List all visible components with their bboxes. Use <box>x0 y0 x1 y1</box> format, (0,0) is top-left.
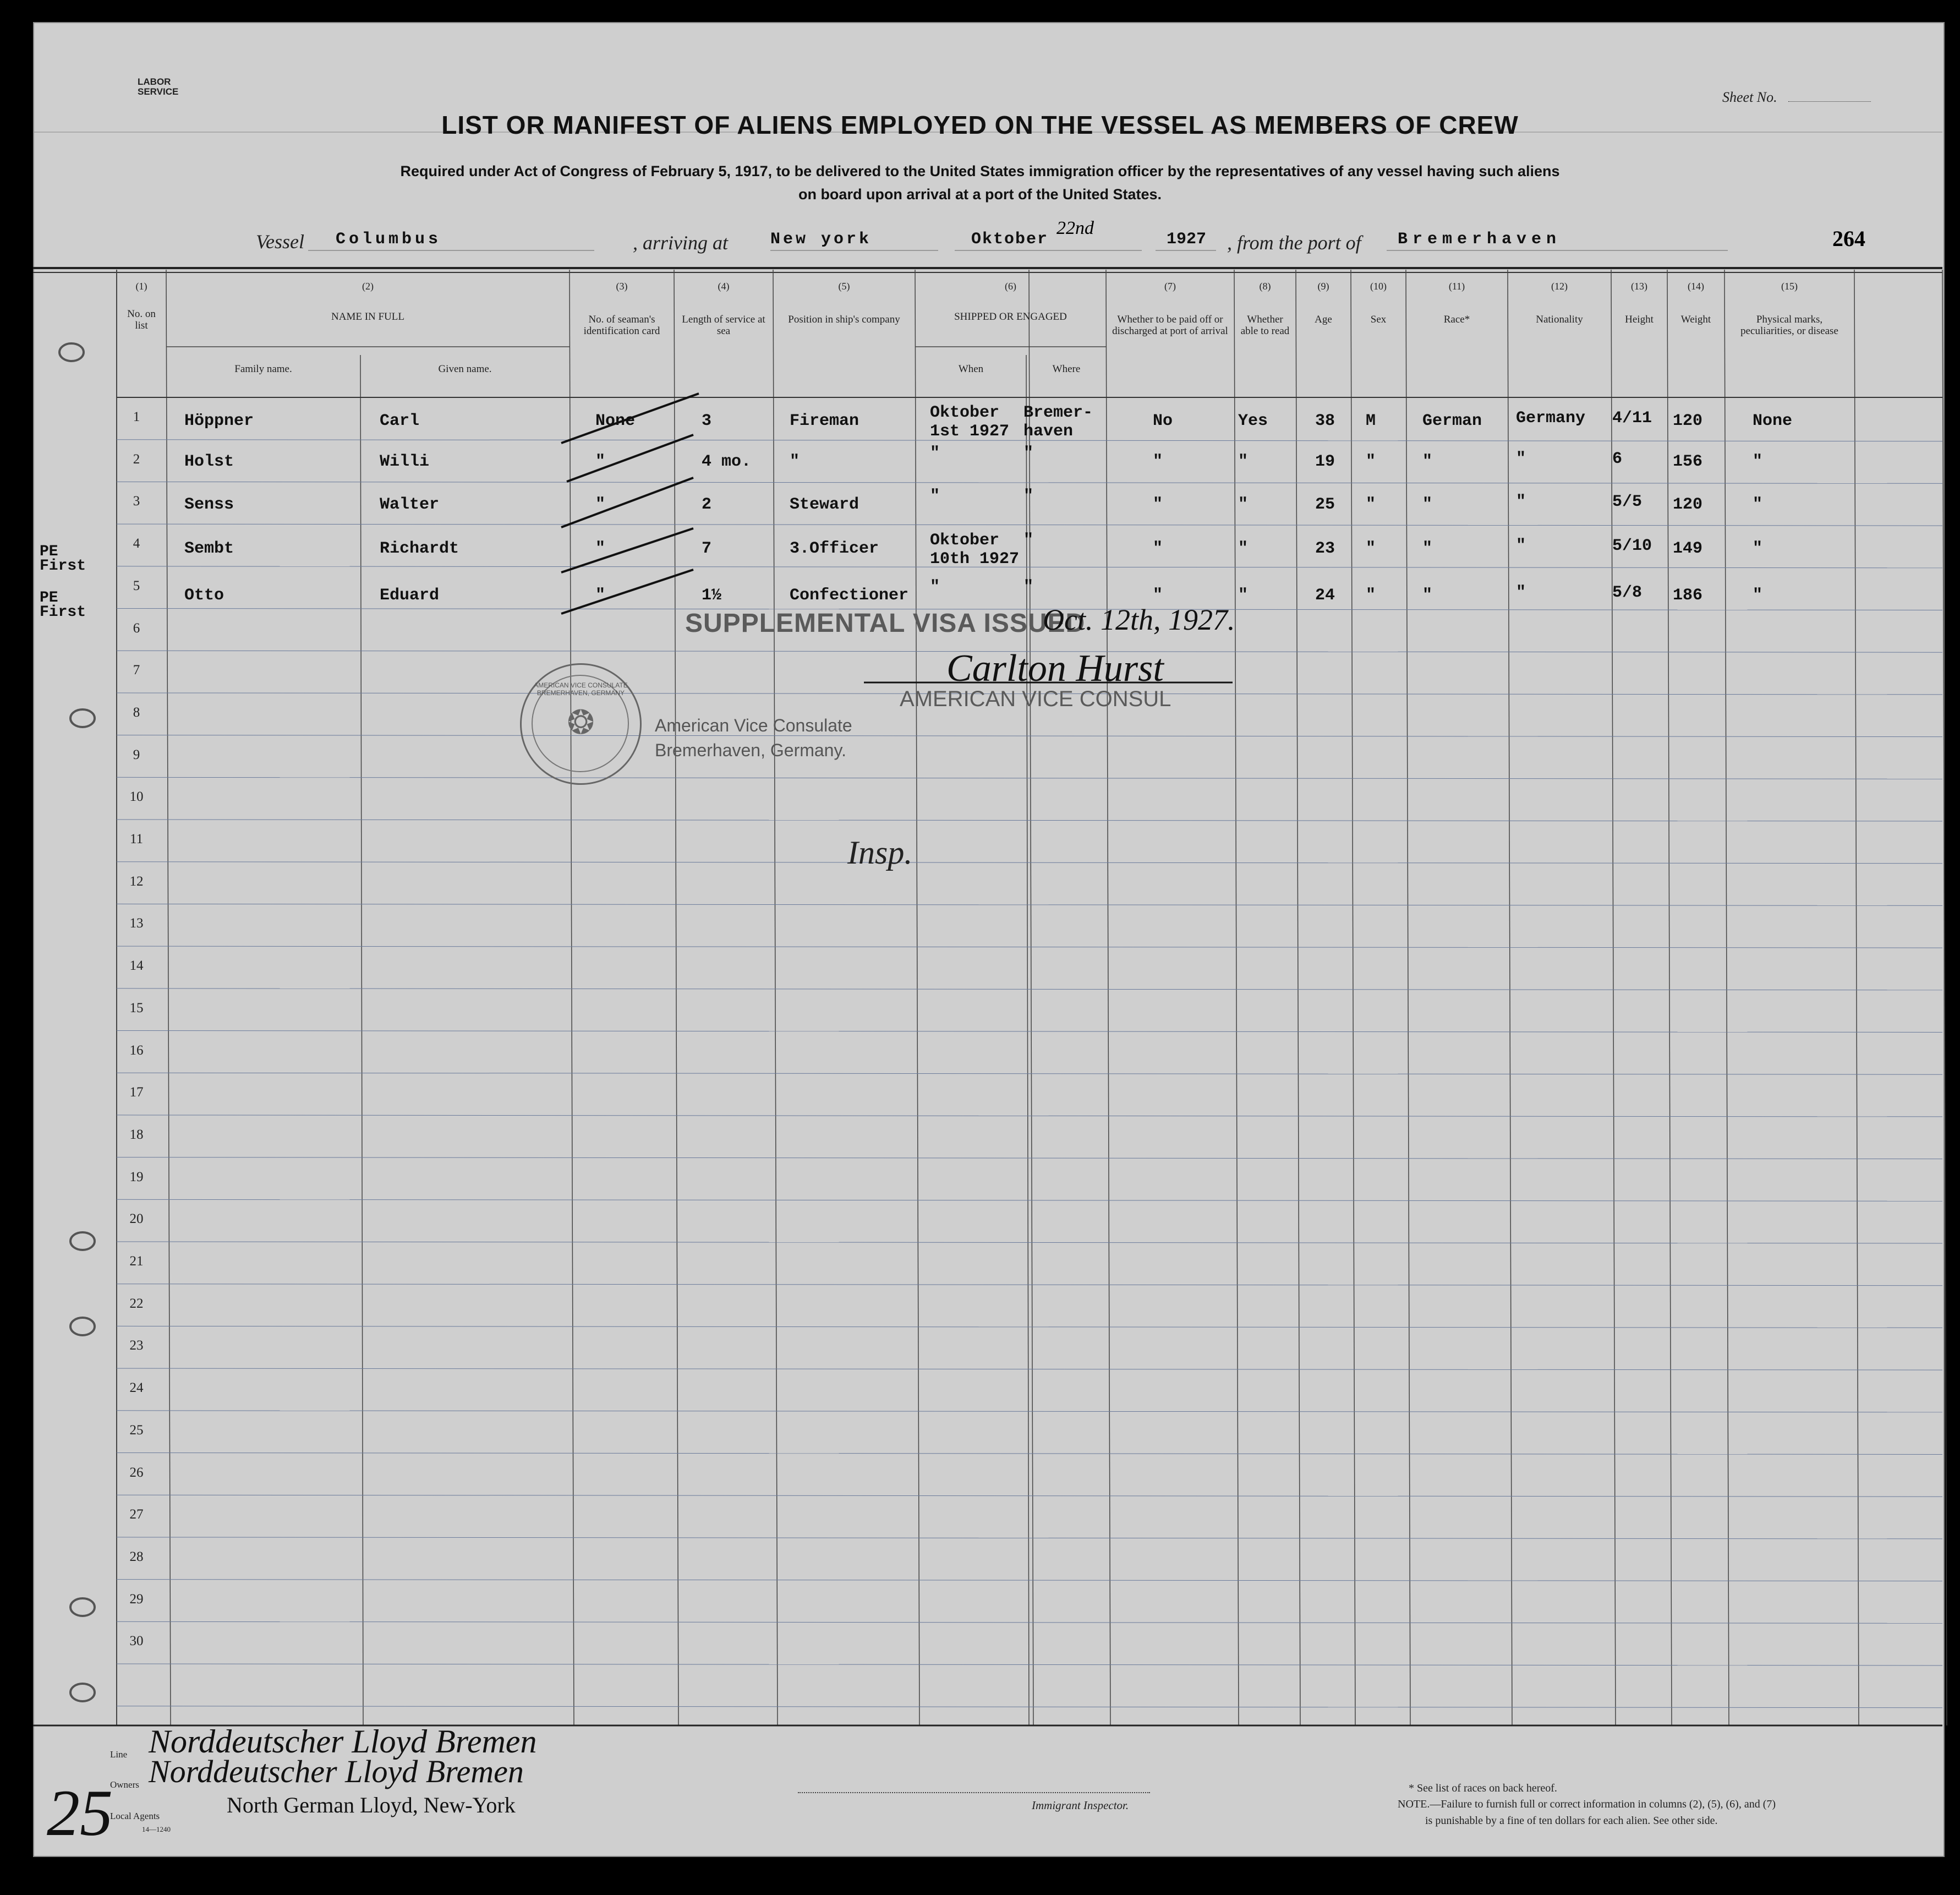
cell-sex: " <box>1366 539 1376 558</box>
column-header-7: Whether to be paid off or discharged at port of arrival <box>1112 314 1228 337</box>
supplemental-visa-stamp: SUPPLEMENTAL VISA ISSUED <box>685 609 1086 638</box>
column-header-3: No. of seaman's identification card <box>583 314 660 337</box>
column-header-5: Position in ship's company <box>788 314 900 325</box>
cell-physical-marks: " <box>1753 539 1763 558</box>
cell-age: 19 <box>1315 452 1335 471</box>
row-number: 27 <box>129 1507 144 1522</box>
row-number: 3 <box>133 494 140 509</box>
consul-title-stamp: AMERICAN VICE CONSUL <box>900 687 1171 711</box>
cell-nationality: " <box>1516 450 1526 468</box>
row-number: 13 <box>129 916 144 931</box>
row-number: 23 <box>129 1338 144 1353</box>
margin-note-row-5: PE First <box>40 589 86 621</box>
cell-physical-marks: " <box>1753 495 1763 514</box>
cell-physical-marks: None <box>1753 412 1793 430</box>
inspector-signature: Insp. <box>847 834 913 871</box>
row-number: 14 <box>129 958 144 974</box>
column-number-7: (7) <box>1164 281 1176 292</box>
cell-id-card: " <box>595 586 606 605</box>
margin-note-row-4: PE First <box>40 543 86 575</box>
cell-sex: M <box>1366 412 1376 430</box>
cell-physical-marks: " <box>1753 452 1763 471</box>
row-number: 10 <box>129 789 144 805</box>
column-number-13: (13) <box>1631 281 1647 292</box>
row-number: 24 <box>129 1380 144 1396</box>
cell-position: 3.Officer <box>790 539 879 558</box>
cell-length-of-service: 3 <box>702 412 712 430</box>
consulate-seal: ❂ AMERICAN VICE CONSULATE BREMERHAVEN, GERMANY <box>520 663 642 785</box>
cell-given-name: Willi <box>380 452 430 471</box>
cell-shipped-when: " <box>930 578 940 597</box>
cell-race: " <box>1422 495 1433 514</box>
cell-family-name: Otto <box>184 586 225 605</box>
cell-height: 5/5 <box>1612 493 1643 511</box>
column-header-13: Height <box>1625 314 1654 325</box>
column-number-5: (5) <box>838 281 850 292</box>
row-number: 12 <box>129 873 144 889</box>
column-header-14: Weight <box>1680 314 1711 325</box>
cell-given-name: Carl <box>380 412 420 430</box>
cell-id-card: " <box>595 452 606 471</box>
cell-age: 38 <box>1315 412 1335 430</box>
row-number: 19 <box>129 1169 144 1184</box>
column-number-6: (6) <box>1005 281 1016 292</box>
column-number-12: (12) <box>1551 281 1568 292</box>
cell-physical-marks: " <box>1753 586 1763 605</box>
cell-position: Fireman <box>790 412 859 430</box>
cell-shipped-when: Oktober 10th 1927 <box>930 531 1020 569</box>
page-title: LIST OR MANIFEST OF ALIENS EMPLOYED ON THE VESSEL AS MEMBERS OF CREW <box>441 111 1519 139</box>
department-label: LABOR SERVICE <box>138 77 179 97</box>
cell-height: 5/10 <box>1612 537 1652 555</box>
cell-paid-off: No <box>1153 412 1173 430</box>
cell-length-of-service: 4 mo. <box>702 452 752 471</box>
row-number: 17 <box>129 1085 144 1100</box>
row-number: 2 <box>133 451 140 467</box>
row-number: 21 <box>129 1254 144 1269</box>
row-number: 7 <box>133 663 140 678</box>
row-number: 8 <box>133 705 140 720</box>
row-number: 9 <box>133 747 140 762</box>
column-number-4: (4) <box>718 281 730 292</box>
column-header-9: Age <box>1315 314 1332 325</box>
column-number-2: (2) <box>362 281 374 292</box>
cell-weight: 149 <box>1673 539 1703 558</box>
cell-given-name: Richardt <box>380 539 459 558</box>
subtitle-line-2: on board upon arrival at a port of the United States. <box>798 186 1162 203</box>
column-subheader-2-2: Given name. <box>438 363 492 375</box>
cell-height: 6 <box>1612 450 1623 468</box>
row-number: 29 <box>129 1591 144 1607</box>
column-number-8: (8) <box>1259 281 1271 292</box>
column-header-12: Nationality <box>1536 314 1583 325</box>
eagle-icon: ❂ <box>567 705 595 741</box>
row-number: 4 <box>133 536 140 551</box>
cell-race: " <box>1422 586 1433 605</box>
cell-nationality: " <box>1516 583 1526 602</box>
column-header-6: SHIPPED OR ENGAGED <box>954 311 1067 323</box>
cell-shipped-where: Bremer- haven <box>1023 403 1093 441</box>
cell-length-of-service: 1½ <box>702 586 722 605</box>
cell-paid-off: " <box>1153 586 1163 605</box>
cell-nationality: " <box>1516 493 1526 511</box>
column-header-4: Length of service at sea <box>682 314 765 337</box>
column-subheader-6-2: Where <box>1052 363 1081 375</box>
column-header-8: Whether able to read <box>1240 314 1290 337</box>
row-number: 1 <box>133 409 140 424</box>
cell-shipped-when: " <box>930 487 940 506</box>
cell-id-card: " <box>595 539 606 558</box>
cell-height: 4/11 <box>1612 409 1652 428</box>
cell-position: Steward <box>790 495 859 514</box>
cell-given-name: Walter <box>380 495 440 514</box>
cell-able-to-read: Yes <box>1238 412 1268 430</box>
cell-able-to-read: " <box>1238 539 1249 558</box>
cell-id-card: None <box>595 412 636 430</box>
row-number: 30 <box>129 1634 144 1649</box>
arriving-label: , arriving at <box>633 232 729 254</box>
cell-sex: " <box>1366 495 1376 514</box>
cell-able-to-read: " <box>1238 495 1249 514</box>
arrival-day: 22nd <box>1056 218 1094 238</box>
arrival-port: New york <box>770 230 872 249</box>
cell-length-of-service: 2 <box>702 495 712 514</box>
vessel-label: Vessel <box>256 231 304 253</box>
cell-sex: " <box>1366 586 1376 605</box>
cell-family-name: Holst <box>184 452 234 471</box>
cell-able-to-read: " <box>1238 586 1249 605</box>
row-number: 6 <box>133 620 140 636</box>
cell-paid-off: " <box>1153 452 1163 471</box>
column-number-11: (11) <box>1448 281 1465 292</box>
line-label: Line <box>110 1749 128 1760</box>
row-number: 16 <box>129 1042 144 1058</box>
row-number: 5 <box>133 578 140 593</box>
row-number: 25 <box>129 1422 144 1438</box>
cell-race: German <box>1422 412 1482 430</box>
cell-shipped-where: " <box>1023 531 1034 550</box>
column-number-1: (1) <box>135 281 147 292</box>
race-footnote: * See list of races on back hereof. <box>1409 1782 1557 1794</box>
row-number: 15 <box>129 1000 144 1015</box>
consulate-line-1: American Vice Consulate <box>655 716 852 735</box>
column-number-10: (10) <box>1370 281 1387 292</box>
arrival-year: 1927 <box>1167 230 1207 249</box>
consulate-line-2: Bremerhaven, Germany. <box>655 740 846 760</box>
vessel-name: Columbus <box>336 230 442 249</box>
cell-length-of-service: 7 <box>702 539 712 558</box>
cell-race: " <box>1422 452 1433 471</box>
cell-family-name: Sembt <box>184 539 234 558</box>
visa-date: Oct. 12th, 1927. <box>1043 603 1235 636</box>
cell-height: 5/8 <box>1612 583 1643 602</box>
arrival-month: Oktober <box>971 230 1049 249</box>
row-number: 18 <box>129 1127 144 1142</box>
cell-weight: 120 <box>1673 412 1703 430</box>
row-number: 11 <box>129 832 144 847</box>
column-header-2: NAME IN FULL <box>331 311 404 323</box>
row-number: 20 <box>129 1211 144 1227</box>
cell-paid-off: " <box>1153 539 1163 558</box>
row-number: 22 <box>129 1296 144 1311</box>
cell-shipped-where: " <box>1023 578 1034 597</box>
note-line-1: NOTE.—Failure to furnish full or correct information in columns (2), (5), (6), and (7) <box>1398 1798 1776 1810</box>
cell-able-to-read: " <box>1238 452 1249 471</box>
column-header-10: Sex <box>1370 314 1387 325</box>
row-number: 26 <box>129 1465 144 1480</box>
cell-position: " <box>790 452 800 471</box>
cell-weight: 120 <box>1673 495 1703 514</box>
inspector-label: Immigrant Inspector. <box>1032 1799 1129 1812</box>
column-header-11: Race* <box>1443 314 1470 325</box>
cell-nationality: Germany <box>1516 409 1586 428</box>
cell-family-name: Höppner <box>184 412 254 430</box>
agents-value: North German Lloyd, New-York <box>227 1793 516 1817</box>
column-number-14: (14) <box>1688 281 1704 292</box>
cell-race: " <box>1422 539 1433 558</box>
column-header-15: Physical marks, peculiarities, or disease <box>1740 314 1838 337</box>
cell-position: Confectioner <box>790 586 909 605</box>
form-number: 14—1240 <box>142 1825 171 1833</box>
cell-age: 24 <box>1315 586 1335 605</box>
page-number: 264 <box>1832 226 1865 251</box>
agents-label: Local Agents <box>110 1811 160 1821</box>
cell-id-card: " <box>595 495 606 514</box>
owners-label: Owners <box>110 1779 139 1790</box>
cell-age: 25 <box>1315 495 1335 514</box>
cell-shipped-when: " <box>930 444 940 463</box>
cell-shipped-where: " <box>1023 487 1034 506</box>
cell-paid-off: " <box>1153 495 1163 514</box>
cell-nationality: " <box>1516 537 1526 555</box>
column-number-9: (9) <box>1317 281 1329 292</box>
column-number-3: (3) <box>616 281 628 292</box>
sheet-number-label: Sheet No. <box>1722 89 1777 105</box>
from-port-label: , from the port of <box>1227 232 1361 254</box>
cell-shipped-when: Oktober 1st 1927 <box>930 403 1010 441</box>
cell-age: 23 <box>1315 539 1335 558</box>
column-number-15: (15) <box>1781 281 1798 292</box>
line-value: Norddeutscher Lloyd Bremen <box>149 1723 537 1760</box>
row-number: 28 <box>129 1549 144 1564</box>
cell-weight: 156 <box>1673 452 1703 471</box>
cell-sex: " <box>1366 452 1376 471</box>
subtitle-line-1: Required under Act of Congress of February 5, 1917, to be delivered to the United States immigration officer by the representatives of any vessel having such aliens <box>400 163 1560 179</box>
cell-weight: 186 <box>1673 586 1703 605</box>
handwritten-page-number: 25 <box>47 1776 113 1849</box>
column-header-1: No. on list <box>127 308 156 331</box>
cell-shipped-where: " <box>1023 444 1034 463</box>
column-subheader-6-1: When <box>958 363 984 375</box>
cell-family-name: Senss <box>184 495 234 514</box>
consul-signature: Carlton Hurst <box>946 647 1164 690</box>
owners-value: Norddeutscher Lloyd Bremen <box>149 1754 524 1789</box>
cell-given-name: Eduard <box>380 586 440 605</box>
note-line-2: is punishable by a fine of ten dollars for each alien. See other side. <box>1425 1815 1718 1827</box>
column-subheader-2-1: Family name. <box>234 363 292 375</box>
departure-port: Bremerhaven <box>1398 230 1562 249</box>
